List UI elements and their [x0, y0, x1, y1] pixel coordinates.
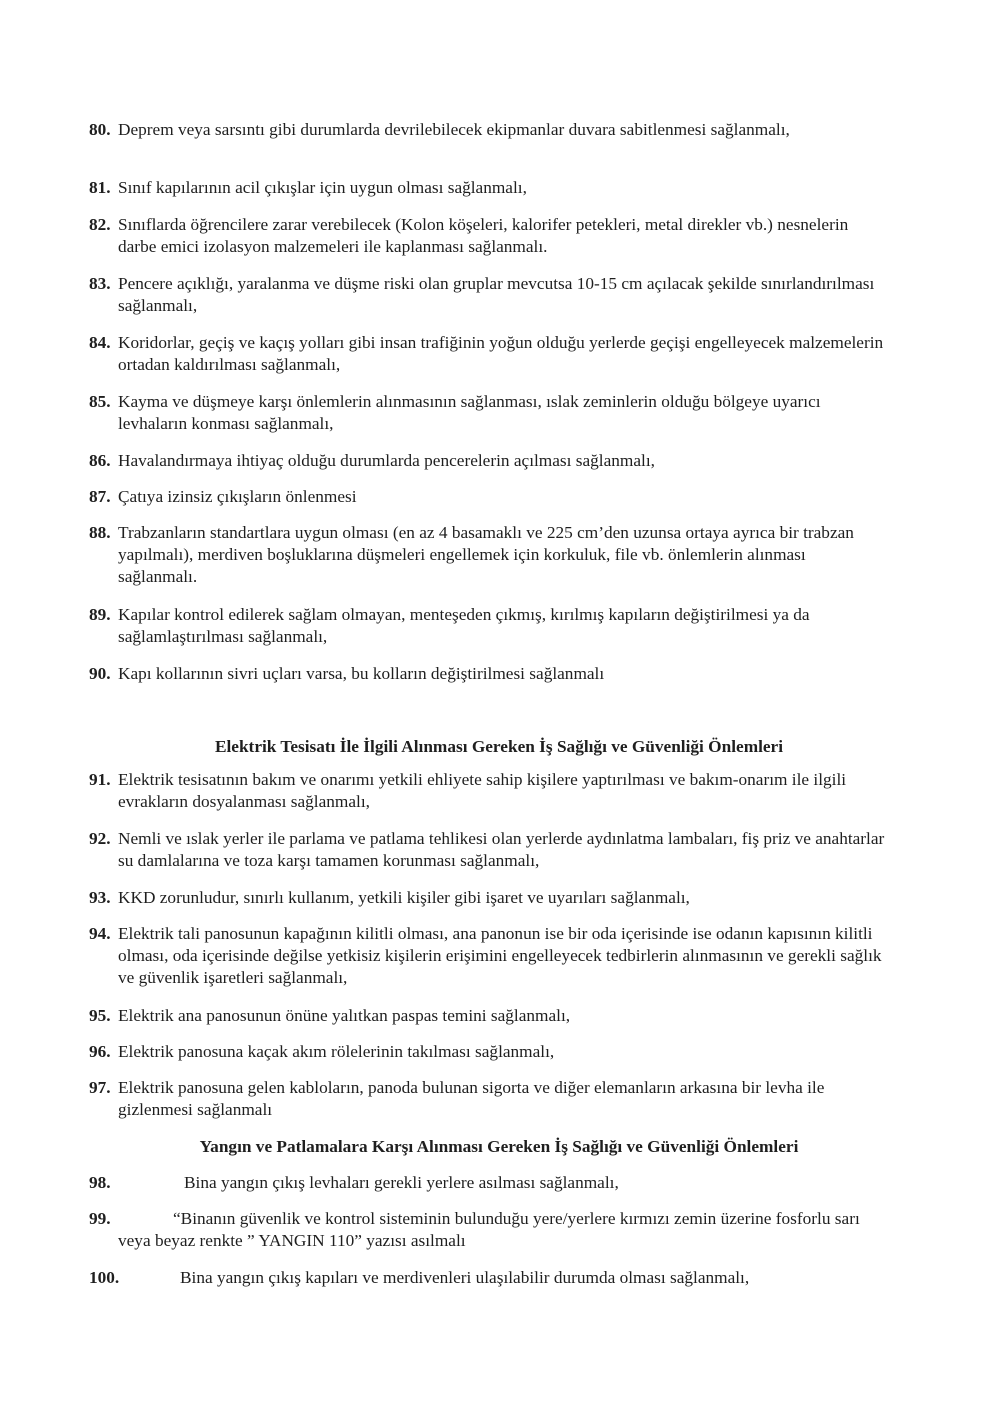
item-text: Trabzanların standartlara uygun olması (en az 4 basamaklı ve 225 cm’den uzunsa ortaya ayrıca bir trabzan yapılmalı), merdiven boşluklarına düşmeleri engellemek için korkuluk, file vb. önlemlerin alınması sağlanmalı.: [118, 523, 854, 586]
item-text: Bina yangın çıkış kapıları ve merdivenleri ulaşılabilir durumda olması sağlanmalı,: [180, 1268, 750, 1287]
item-text: Elektrik panosuna gelen kabloların, panoda bulunan sigorta ve diğer elemanların arkasına bir levha ile gizlenmesi sağlanmalı: [118, 1078, 825, 1119]
list-item: [89, 923, 889, 989]
item-text: “Binanın güvenlik ve kontrol sisteminin bulunduğu yere/yerlere kırmızı zemin üzerine fosforlu sarı veya beyaz renkte ” YANGIN 110” yazısı asılmalı: [118, 1209, 860, 1250]
list-item: [89, 828, 889, 872]
item-number: 93.: [89, 888, 111, 907]
list-item: [89, 1077, 889, 1121]
item-number: 88.: [89, 523, 111, 542]
item-number: 84.: [89, 333, 111, 352]
item-number: 91.: [89, 770, 111, 789]
item-number: 90.: [89, 664, 111, 683]
item-text: Elektrik tali panosunun kapağının kilitli olması, ana panonun ise bir oda içerisinde ise odanın kapısının kilitli olması, oda içerisinde değilse yetkisiz kişilerin erişimini engelleyecek tedbirlerin alınmasının ve gerekli sağlık ve güvenlik işaretleri sağlanmalı,: [118, 924, 882, 987]
list-item: [89, 450, 889, 472]
list-item: [89, 663, 889, 685]
list-item: [89, 119, 889, 141]
item-number: 87.: [89, 487, 111, 506]
list-item: [89, 177, 889, 199]
item-text: Deprem veya sarsıntı gibi durumlarda devrilebilecek ekipmanlar duvara sabitlenmesi sağlanmalı,: [118, 120, 790, 139]
item-number: 97.: [89, 1078, 111, 1097]
item-text: Havalandırmaya ihtiyaç olduğu durumlarda pencerelerin açılması sağlanmalı,: [118, 451, 655, 470]
item-text: Elektrik ana panosunun önüne yalıtkan paspas temini sağlanmalı,: [118, 1006, 571, 1025]
section-heading-fire: Yangın ve Patlamalara Karşı Alınması Gereken İş Sağlığı ve Güvenliği Önlemleri: [199, 1137, 799, 1156]
list-item: [89, 332, 889, 376]
item-text: Nemli ve ıslak yerler ile parlama ve patlama tehlikesi olan yerlerde aydınlatma lambaları, fiş priz ve anahtarlar su damlalarına ve toza karşı tamamen korunması sağlanmalı,: [118, 829, 885, 870]
item-number: 82.: [89, 215, 111, 234]
list-item: [89, 1041, 889, 1063]
item-number: 92.: [89, 829, 111, 848]
item-text: Bina yangın çıkış levhaları gerekli yerlere asılması sağlanmalı,: [184, 1173, 619, 1192]
item-text: Çatıya izinsiz çıkışların önlenmesi: [118, 487, 357, 506]
item-number: 81.: [89, 178, 111, 197]
item-text: Pencere açıklığı, yaralanma ve düşme riski olan gruplar mevcutsa 10-15 cm açılacak şekilde sınırlandırılması sağlanmalı,: [118, 274, 875, 315]
item-text: Kayma ve düşmeye karşı önlemlerin alınmasının sağlanması, ıslak zeminlerin olduğu bölgeye uyarıcı levhaların konması sağlanmalı,: [118, 392, 821, 433]
item-text: Koridorlar, geçiş ve kaçış yolları gibi insan trafiğinin yoğun olduğu yerlerde geçişi engelleyecek malzemelerin ortadan kaldırılması sağlanmalı,: [118, 333, 884, 374]
item-number: 85.: [89, 392, 111, 411]
item-text: Kapılar kontrol edilerek sağlam olmayan, menteşeden çıkmış, kırılmış kapıların değiştirilmesi ya da sağlamlaştırılması sağlanmalı,: [118, 605, 810, 646]
item-text: Sınıf kapılarının acil çıkışlar için uygun olması sağlanmalı,: [118, 178, 527, 197]
list-item: [89, 1208, 889, 1252]
item-number: 100.: [89, 1268, 120, 1287]
item-number: 94.: [89, 924, 111, 943]
item-number: 96.: [89, 1042, 111, 1061]
list-item: [89, 887, 889, 909]
item-number: 89.: [89, 605, 111, 624]
item-text: Elektrik tesisatının bakım ve onarımı yetkili ehliyete sahip kişilere yaptırılması ve bakım-onarım ile ilgili evrakların dosyalanması sağlanmalı,: [118, 770, 847, 811]
list-item: [89, 1267, 889, 1289]
item-number: 83.: [89, 274, 111, 293]
list-item: [89, 1172, 889, 1194]
list-item: [89, 273, 889, 317]
item-text: Elektrik panosuna kaçak akım rölelerinin takılması sağlanmalı,: [118, 1042, 555, 1061]
item-text: Sınıflarda öğrencilere zarar verebilecek (Kolon köşeleri, kalorifer petekleri, metal direkler vb.) nesnelerin darbe emici izolasyon malzemeleri ile kaplanması sağlanmalı.: [118, 215, 849, 256]
list-item: [89, 1005, 889, 1027]
item-text: KKD zorunludur, sınırlı kullanım, yetkili kişiler gibi işaret ve uyarıları sağlanmalı,: [118, 888, 690, 907]
list-item: [89, 214, 889, 258]
list-item: [89, 604, 889, 648]
item-number: 95.: [89, 1006, 111, 1025]
list-item: [89, 769, 889, 813]
list-item: [89, 391, 889, 435]
item-text: Kapı kollarının sivri uçları varsa, bu kolların değiştirilmesi sağlanmalı: [118, 664, 605, 683]
section-heading-electric: Elektrik Tesisatı İle İlgili Alınması Gereken İş Sağlığı ve Güvenliği Önlemleri: [214, 737, 784, 756]
item-number: 80.: [89, 120, 111, 139]
list-item: [89, 486, 889, 508]
item-number: 86.: [89, 451, 111, 470]
item-number: 99.: [89, 1209, 111, 1228]
list-item: [89, 522, 889, 588]
item-number: 98.: [89, 1173, 111, 1192]
